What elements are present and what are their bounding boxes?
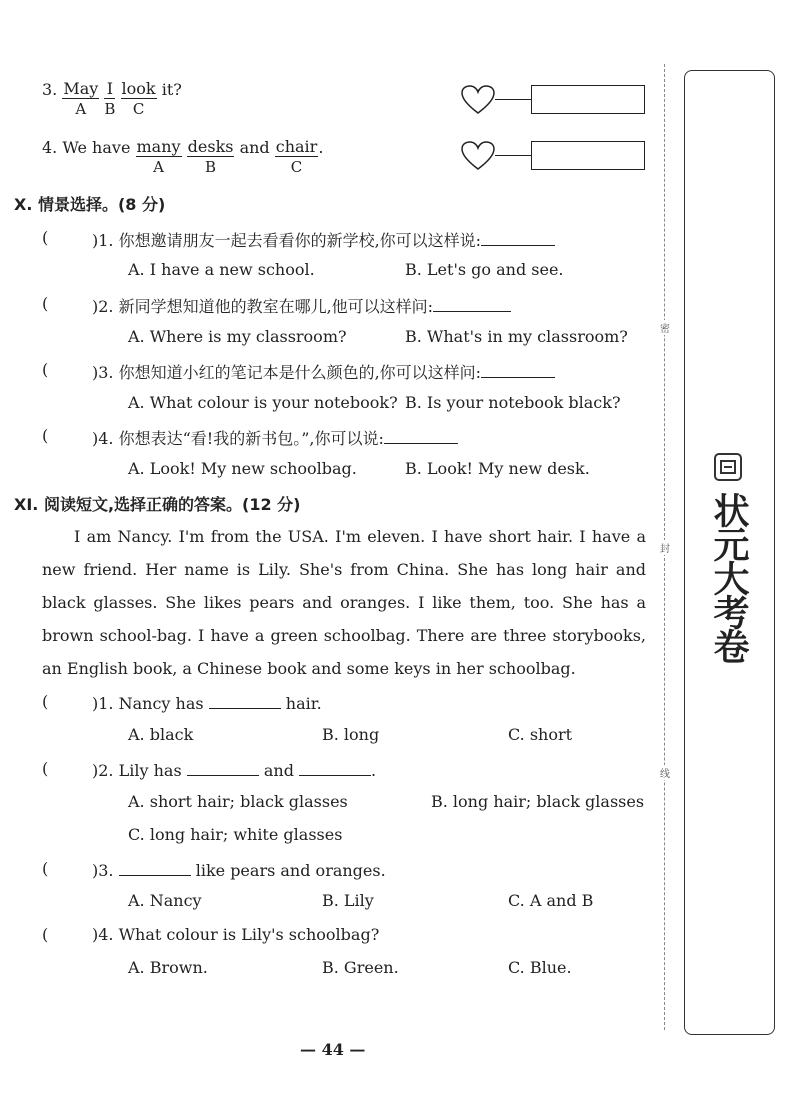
heart-icon [461,141,495,171]
option-b: B. Let's go and see. [405,260,564,279]
option-b: B. long hair; black glasses [431,792,645,811]
option-a: A. Where is my classroom? [128,327,347,346]
paren: ( [42,759,49,778]
page-number: — 44 — [300,1040,366,1059]
side-label-xian: 线 [660,765,670,780]
item-number: 3. [42,80,58,99]
option-c: C. long hair; white glasses [128,825,343,844]
option-a: A. I have a new school. [128,260,315,279]
reading-question: )1. Nancy has hair. [92,694,322,713]
answer-blank[interactable] [481,361,555,378]
option-b: B. Is your notebook black? [405,393,621,412]
reading-question: )3. like pears and oranges. [92,861,386,880]
answer-blank[interactable] [433,295,511,312]
brand-emblem-icon [713,452,743,482]
brand-text: 状元大考卷 [708,492,749,662]
connector-line [495,99,531,100]
underlined-word: May A [63,79,99,118]
option-b: B. Look! My new desk. [405,459,590,478]
option-c: C. short [508,725,573,744]
paren: ( [42,294,49,313]
option-c: C. Blue. [508,958,572,977]
option-b: B. long [322,725,380,744]
answer-blank[interactable] [384,427,458,444]
paren: ( [42,859,49,878]
paren: ( [42,228,49,247]
answer-blank[interactable] [187,759,259,776]
question-stem: )3. 你想知道小红的笔记本是什么颜色的,你可以这样问: [92,360,555,383]
underlined-word: $\frac{I}{B}$ [104,79,116,118]
option-a: A. short hair; black glasses [128,792,348,811]
answer-blank[interactable] [209,692,281,709]
option-b: B. Green. [322,958,399,977]
connector-line [495,155,531,156]
option-a: A. What colour is your notebook? [128,393,398,412]
side-label-feng: 封 [660,540,670,555]
question-stem: )4. 你想表达“看!我的新书包。”,你可以说: [92,426,458,449]
answer-box[interactable] [531,85,645,114]
reading-passage: I am Nancy. I'm from the USA. I'm eleven. I have short hair. I have a new friend. Her name is Lily. She's from China. She has long hair and black glasses. She likes pears and oranges. I like them, too. She has a brown school-bag. I have a green schoolbag. There are three storybooks, an English book, a Chinese book and some keys in her schoolbag. [42,527,646,678]
underlined-word: desks B [187,137,234,176]
underlined-word: many A [136,137,181,176]
side-label-mi: 密 [660,320,670,335]
section-10-title: X. 情景选择。(8 分) [14,195,166,214]
reading-question: )4. What colour is Lily's schoolbag? [92,925,380,944]
option-a: A. Nancy [128,891,202,910]
heart-icon [461,85,495,115]
reading-question: )2. Lily has and . [92,761,377,780]
error-item-4: 4. We have many A desks B and chair C . [42,137,324,176]
paren: ( [42,925,49,944]
paren: ( [42,692,49,711]
paren: ( [42,426,49,445]
item-number: 4. [42,138,58,157]
option-b: B. What's in my classroom? [405,327,628,346]
option-c: C. A and B [508,891,594,910]
brand-logo [694,452,762,672]
underlined-word: chair C [275,137,318,176]
answer-blank[interactable] [299,759,371,776]
option-a: A. Brown. [128,958,208,977]
question-stem: )1. 你想邀请朋友一起去看看你的新学校,你可以这样说: [92,228,555,251]
option-a: A. Look! My new schoolbag. [128,459,357,478]
answer-box[interactable] [531,141,645,170]
section-11-title: XI. 阅读短文,选择正确的答案。(12 分) [14,495,301,514]
option-a: A. black [128,725,194,744]
error-item-3: 3. May A $\frac{I}{B}$ look C it? [42,79,182,118]
paren: ( [42,360,49,379]
underlined-word: look C [121,79,156,118]
question-stem: )2. 新同学想知道他的教室在哪儿,他可以这样问: [92,294,511,317]
answer-blank[interactable] [119,859,191,876]
answer-blank[interactable] [481,229,555,246]
option-b: B. Lily [322,891,374,910]
